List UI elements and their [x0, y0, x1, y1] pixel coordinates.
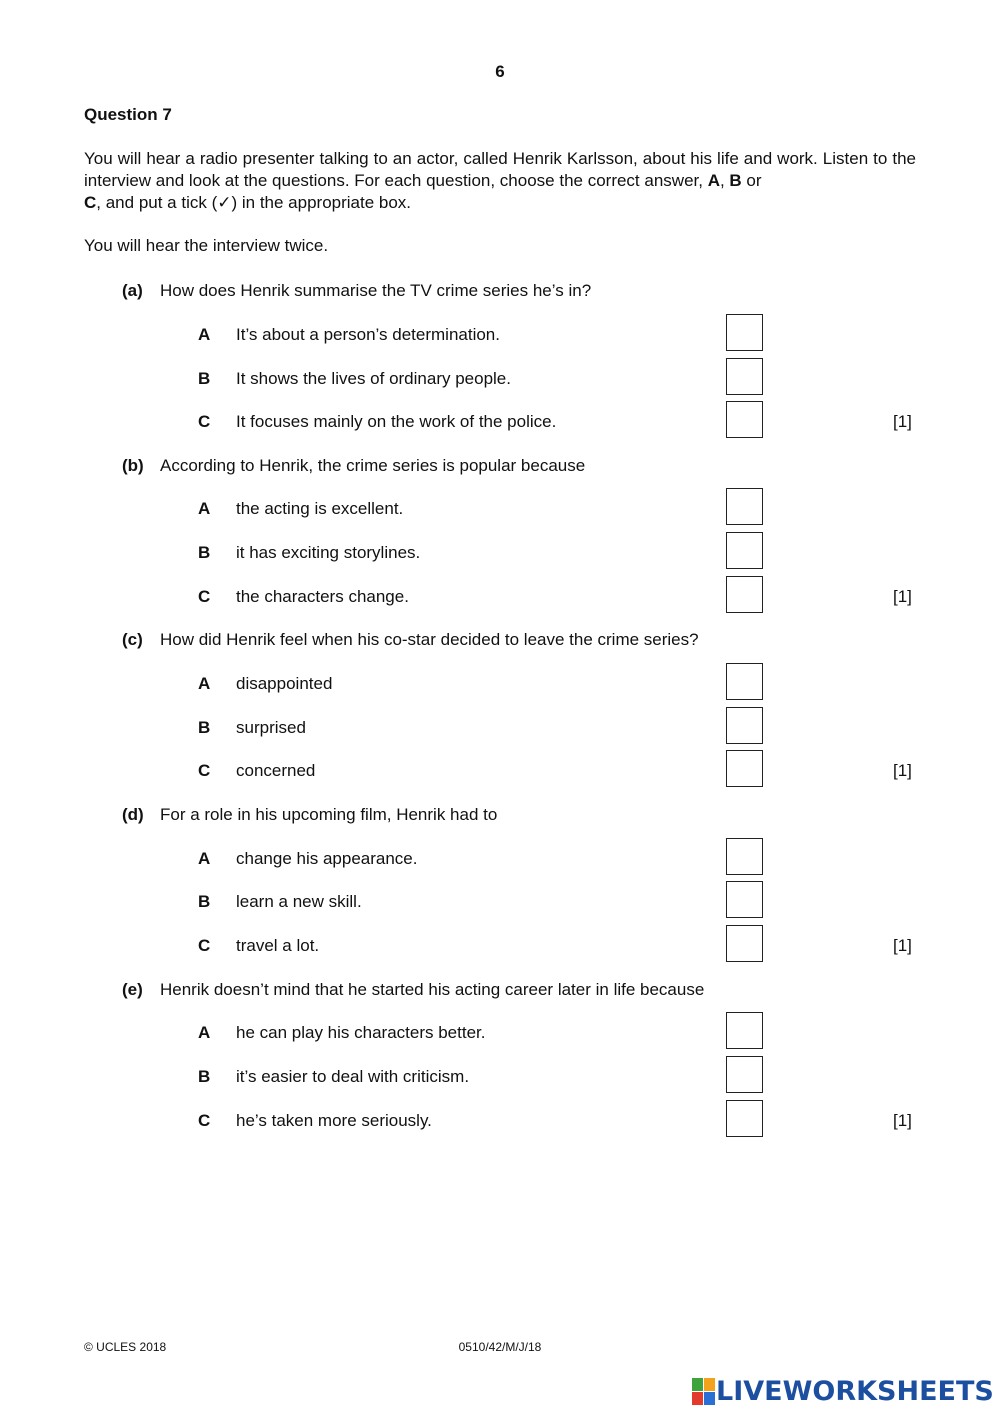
- option-b-A: [0, 499, 1000, 543]
- question-stem: According to Henrik, the crime series is popular because: [160, 456, 586, 475]
- question-stem: Henrik doesn’t mind that he started his acting career later in life because: [160, 980, 705, 999]
- option-text: the acting is excellent.: [236, 499, 404, 518]
- option-text: It’s about a person’s determination.: [236, 325, 500, 344]
- logo-text: LIVEWORKSHEETS: [716, 1375, 994, 1407]
- option-letter: A: [198, 674, 211, 693]
- tick-box[interactable]: [726, 401, 763, 438]
- option-letter: A: [198, 849, 211, 868]
- marks-label: [1]: [893, 1111, 912, 1130]
- option-e-C: [0, 1111, 1000, 1155]
- option-d-B: [0, 892, 1000, 936]
- tick-box[interactable]: [726, 532, 763, 569]
- question-stem: How does Henrik summarise the TV crime series he’s in?: [160, 281, 592, 300]
- tick-box[interactable]: [726, 1056, 763, 1093]
- option-letter: C: [198, 412, 211, 431]
- question-label: (e): [122, 980, 143, 999]
- marks-label: [1]: [893, 587, 912, 606]
- option-d-C: [0, 936, 1000, 980]
- option-c-B: [0, 718, 1000, 762]
- option-a-C: [0, 412, 1000, 456]
- question-label: (b): [122, 456, 144, 475]
- marks-label: [1]: [893, 761, 912, 780]
- option-a-B: [0, 369, 1000, 413]
- option-text: surprised: [236, 718, 306, 737]
- option-text: learn a new skill.: [236, 892, 362, 911]
- logo-squares-icon: [692, 1378, 714, 1404]
- copyright: © UCLES 2018: [84, 1340, 167, 1354]
- question-stem: How did Henrik feel when his co-star decided to leave the crime series?: [160, 630, 699, 649]
- marks-label: [1]: [893, 412, 912, 431]
- tick-box[interactable]: [726, 1012, 763, 1049]
- option-letter: B: [198, 892, 211, 911]
- tick-box[interactable]: [726, 881, 763, 918]
- tick-box[interactable]: [726, 925, 763, 962]
- option-text: disappointed: [236, 674, 333, 693]
- instructions-text-2: , and put a tick (✓) in the appropriate box.: [96, 193, 412, 212]
- option-letter: C: [198, 761, 211, 780]
- option-b-C: [0, 587, 1000, 631]
- option-text: It shows the lives of ordinary people.: [236, 369, 511, 388]
- option-letter: B: [198, 718, 211, 737]
- option-letter: C: [198, 587, 211, 606]
- option-text: the characters change.: [236, 587, 409, 606]
- option-c-A: [0, 674, 1000, 718]
- option-text: concerned: [236, 761, 316, 780]
- option-b-B: [0, 543, 1000, 587]
- question-label: (a): [122, 281, 143, 300]
- tick-box[interactable]: [726, 663, 763, 700]
- tick-box[interactable]: [726, 750, 763, 787]
- option-text: it’s easier to deal with criticism.: [236, 1067, 470, 1086]
- paper-code: 0510/42/M/J/18: [458, 1340, 542, 1354]
- tick-box[interactable]: [726, 1100, 763, 1137]
- option-letter: A: [198, 325, 211, 344]
- tick-box[interactable]: [726, 488, 763, 525]
- tick-box[interactable]: [726, 314, 763, 351]
- marks-label: [1]: [893, 936, 912, 955]
- option-text: he’s taken more seriously.: [236, 1111, 432, 1130]
- option-c-C: [0, 761, 1000, 805]
- option-letter: C: [198, 936, 211, 955]
- tick-box[interactable]: [726, 358, 763, 395]
- option-a-A: [0, 325, 1000, 369]
- answer-letter-c: C: [84, 193, 97, 212]
- instructions-sep-1: ,: [719, 171, 730, 190]
- option-text: change his appearance.: [236, 849, 418, 868]
- option-text: travel a lot.: [236, 936, 320, 955]
- option-letter: B: [198, 1067, 211, 1086]
- tick-box[interactable]: [726, 838, 763, 875]
- hear-twice-note: You will hear the interview twice.: [84, 236, 329, 255]
- logo-square: [692, 1392, 703, 1405]
- page-number: 6: [495, 62, 505, 81]
- tick-box[interactable]: [726, 576, 763, 613]
- option-e-A: [0, 1023, 1000, 1067]
- answer-letter-b: B: [729, 171, 742, 190]
- option-letter: A: [198, 1023, 211, 1042]
- liveworksheets-logo: [692, 1374, 994, 1408]
- option-e-B: [0, 1067, 1000, 1111]
- logo-square: [704, 1378, 715, 1391]
- question-stem: For a role in his upcoming film, Henrik had to: [160, 805, 498, 824]
- option-text: he can play his characters better.: [236, 1023, 486, 1042]
- option-letter: A: [198, 499, 211, 518]
- answer-letter-a: A: [707, 171, 720, 190]
- question-label: (c): [122, 630, 143, 649]
- logo-square: [704, 1392, 715, 1405]
- option-letter: C: [198, 1111, 211, 1130]
- question-title: Question 7: [84, 105, 172, 124]
- tick-box[interactable]: [726, 707, 763, 744]
- instructions-sep-2: or: [741, 171, 762, 190]
- instructions: [84, 148, 916, 214]
- option-letter: B: [198, 369, 211, 388]
- logo-square: [692, 1378, 703, 1391]
- option-text: it has exciting storylines.: [236, 543, 421, 562]
- instructions-text-1: You will hear a radio presenter talking to an actor, called Henrik Karlsson, about his life and work. Listen to the interview and look at the questions. For each question, choose the correct answer,: [84, 149, 916, 190]
- option-text: It focuses mainly on the work of the police.: [236, 412, 557, 431]
- option-letter: B: [198, 543, 211, 562]
- option-d-A: [0, 849, 1000, 893]
- question-label: (d): [122, 805, 144, 824]
